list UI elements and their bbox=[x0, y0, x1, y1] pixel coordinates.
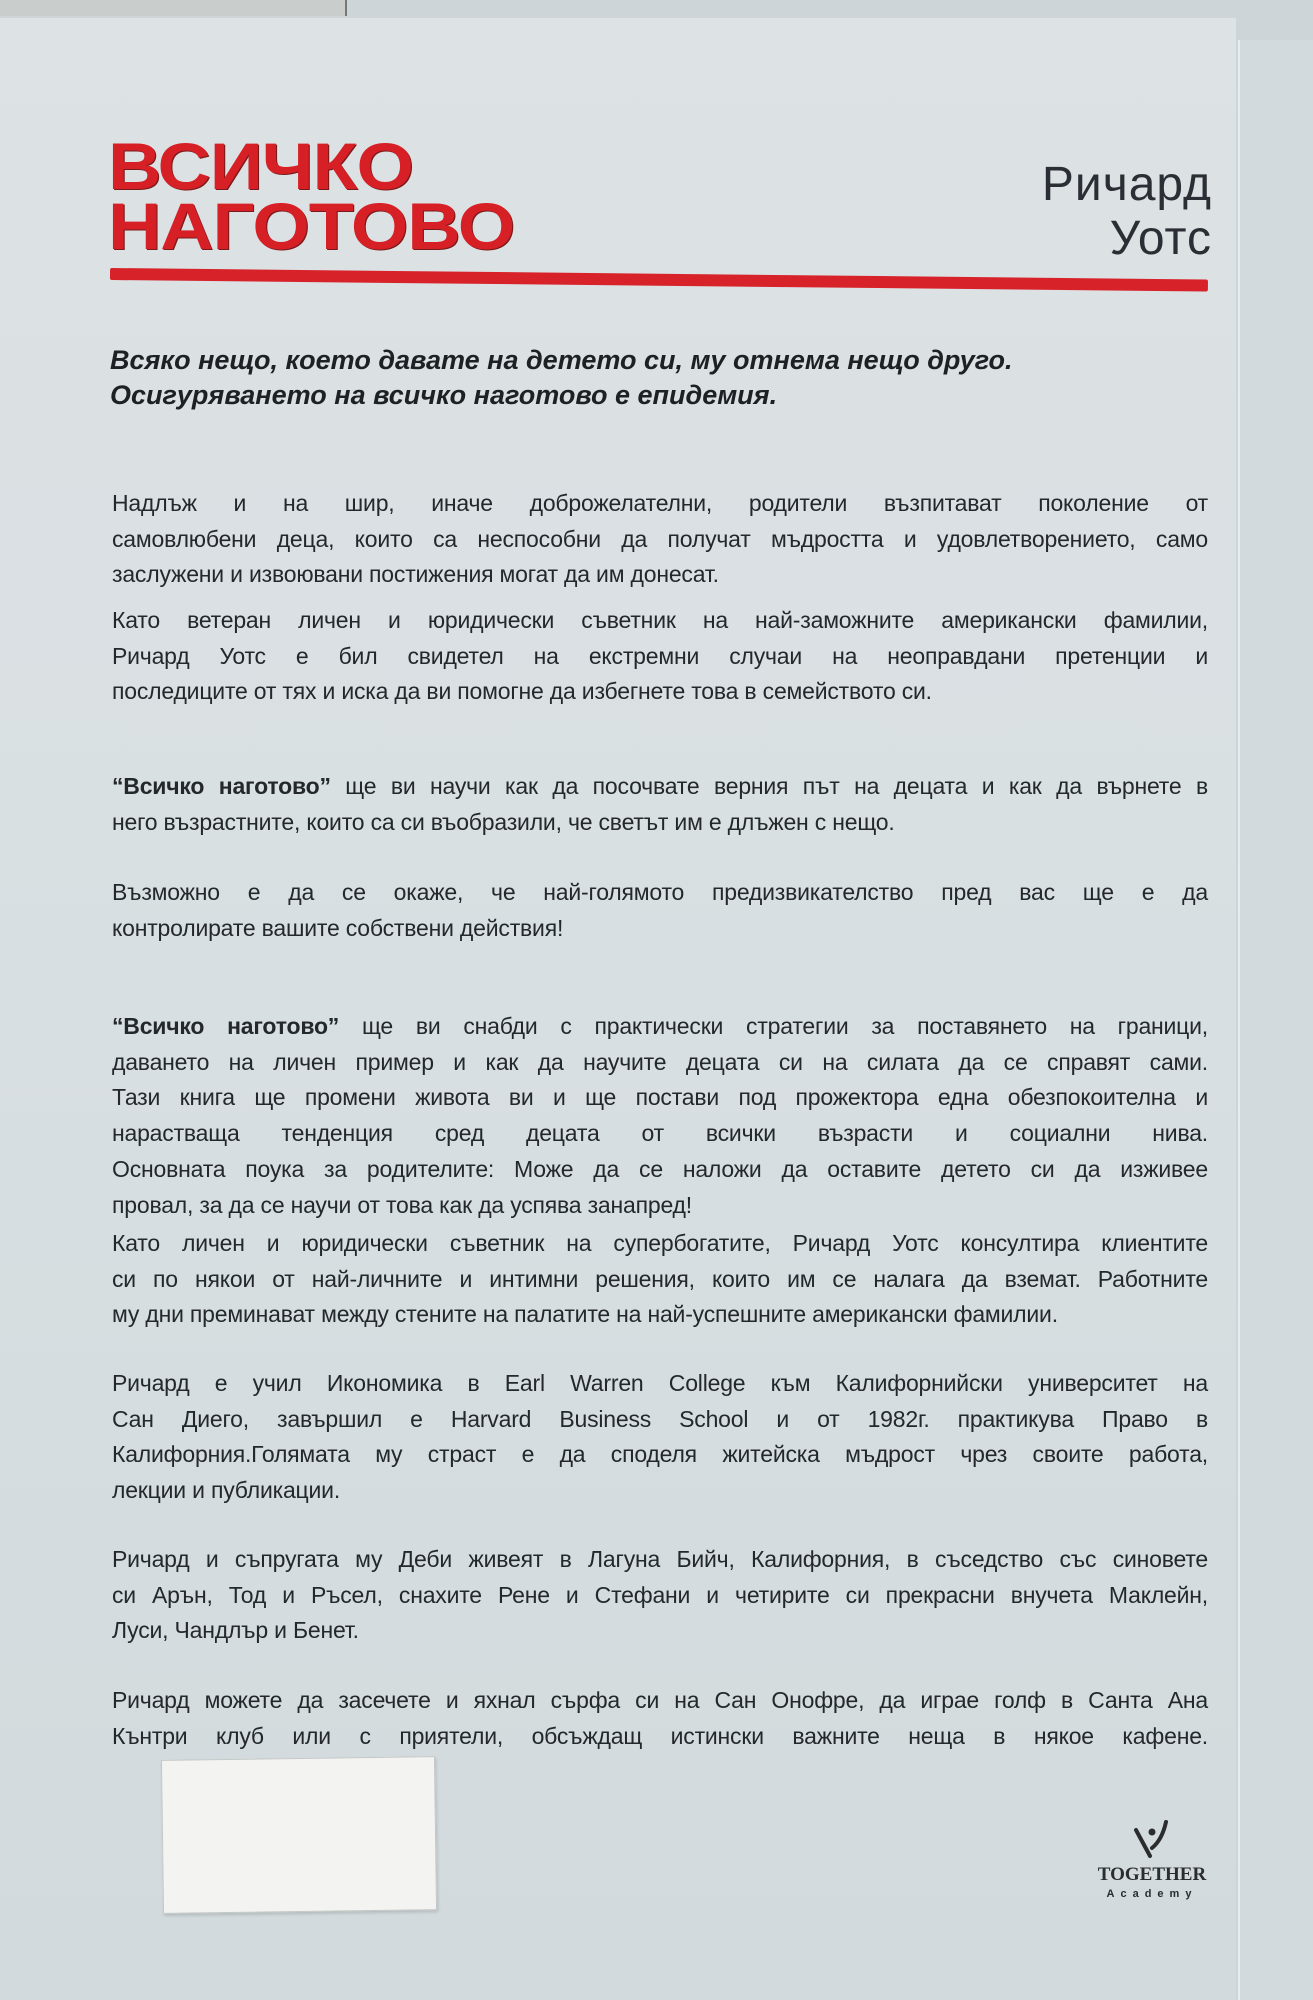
paragraph bbox=[112, 1366, 1208, 1509]
paragraph-line: даването на личен пример и как да научите децата си на силата да се справят сами. bbox=[112, 1048, 1208, 1075]
book-spine-edge bbox=[1238, 40, 1313, 2000]
paragraph-line: Възможно е да се окаже, че най-голямото предизвикателство пред вас ще е да bbox=[112, 879, 1208, 905]
paragraph-line bbox=[112, 769, 1208, 805]
paragraph-line: контролирате вашите собствени действия! bbox=[112, 914, 564, 941]
line-text: ще ви снабди с практически стратегии за поставянето на граници, bbox=[339, 1013, 1208, 1039]
paragraph bbox=[112, 1009, 1208, 1223]
paragraph-line: Ричард и съпругата му Деби живеят в Лагуна Бийч, Калифорния, в съседство със синовете bbox=[112, 1546, 1208, 1572]
price-sticker bbox=[161, 1756, 437, 1914]
line-text: ще ви научи как да посочвате верния път на децата и как да върнете в bbox=[330, 773, 1208, 799]
paragraph-line: лекции и публикации. bbox=[112, 1477, 341, 1504]
paragraph-line: Сан Диего, завършил е Harvard Business School и от 1982г. практикува Право в bbox=[112, 1405, 1208, 1432]
lead-quote bbox=[110, 343, 1210, 413]
title-line-1: ВСИЧКО bbox=[108, 129, 413, 203]
paragraph-line: самовлюбени деца, които са неспособни да получат мъдростта и удовлетворението, само bbox=[112, 525, 1208, 552]
paragraph-line: му дни преминават между стените на палатите на най-успешните американски фамилии. bbox=[112, 1301, 1058, 1328]
paragraph bbox=[112, 486, 1208, 593]
publisher-logo bbox=[1092, 1818, 1212, 1900]
paragraph-line: него възрастните, които са си въобразили, че светът им е длъжен с нещо. bbox=[112, 808, 895, 835]
paragraph-line bbox=[112, 1009, 1208, 1045]
book-title-mention: “Всичко наготово” bbox=[112, 773, 331, 799]
paragraph-line: Основната поука за родителите: Може да се наложи да оставите детето си да изживее bbox=[112, 1155, 1208, 1182]
paragraph-line: последиците от тях и иска да ви помогне да избегнете това в семейството си. bbox=[112, 678, 932, 705]
paragraph-line: Ричард е учил Икономика в Earl Warren College към Калифорнийски университет на bbox=[112, 1370, 1208, 1396]
person-raising-arms-icon bbox=[1132, 1818, 1172, 1864]
paragraph bbox=[112, 1226, 1208, 1333]
paragraph-line: Като личен и юридически съветник на супербогатите, Ричард Уотс консултира клиентите bbox=[112, 1230, 1208, 1256]
book-title bbox=[108, 129, 515, 263]
paragraph-line: Калифорния.Голямата му страст е да споделя житейска мъдрост чрез своите работа, bbox=[112, 1441, 1208, 1468]
publisher-subname: Academy bbox=[1106, 1888, 1198, 1900]
paragraph-line: Ричард Уотс е бил свидетел на екстремни случаи на неоправдани претенции и bbox=[112, 642, 1208, 669]
book-title-mention: “Всичко наготово” bbox=[112, 1013, 340, 1039]
paragraph-line: си Арън, Тод и Ръсел, снахите Рене и Стефани и четирите си прекрасни внучета Маклейн, bbox=[112, 1581, 1208, 1608]
paragraph bbox=[112, 603, 1208, 710]
paragraph-line: заслужени и извоювани постижения могат да им донесат. bbox=[112, 561, 719, 588]
paragraph-line: си по някои от най-личните и интимни решения, които им се налага да вземат. Работните bbox=[112, 1265, 1208, 1292]
paragraph-line: Като ветеран личен и юридически съветник на най-заможните американски фамилии, bbox=[112, 607, 1208, 633]
paragraph-line: Ричард можете да засечете и яхнал сърфа си на Сан Онофре, да играе голф в Санта Ана bbox=[112, 1687, 1208, 1713]
paragraph bbox=[112, 1542, 1208, 1649]
paragraph-line: Надлъж и на шир, иначе доброжелателни, родители възпитават поколение от bbox=[112, 490, 1208, 516]
paragraph bbox=[112, 1683, 1208, 1754]
tape-strip bbox=[0, 0, 347, 16]
title-line-2: НАГОТОВО bbox=[108, 189, 515, 263]
paragraph bbox=[112, 769, 1208, 840]
paragraph-line: провал, за да се научи от това как да успява занапред! bbox=[112, 1191, 692, 1218]
lead-line: Осигуряването на всичко наготово е епидемия. bbox=[110, 380, 778, 410]
paragraph-line: Тази книга ще промени живота ви и ще постави под прожектора една обезпокоителна и bbox=[112, 1084, 1208, 1111]
publisher-name: TOGETHER bbox=[1097, 1864, 1207, 1885]
paragraph bbox=[112, 875, 1208, 946]
paragraph-line: Луси, Чандлър и Бенет. bbox=[112, 1617, 359, 1644]
author-name bbox=[1000, 158, 1212, 266]
author-last-name: Уотс bbox=[1109, 212, 1212, 265]
paragraph-line: нарастваща тенденция сред децата от всички възрасти и социални нива. bbox=[112, 1120, 1208, 1147]
lead-line: Всяко нещо, което давате на детето си, му отнема нещо друго. bbox=[110, 345, 1013, 375]
author-first-name: Ричард bbox=[1041, 158, 1212, 211]
paragraph-line: Кънтри клуб или с приятели, обсъждащ истински важните неща в някое кафене. bbox=[112, 1722, 1208, 1749]
